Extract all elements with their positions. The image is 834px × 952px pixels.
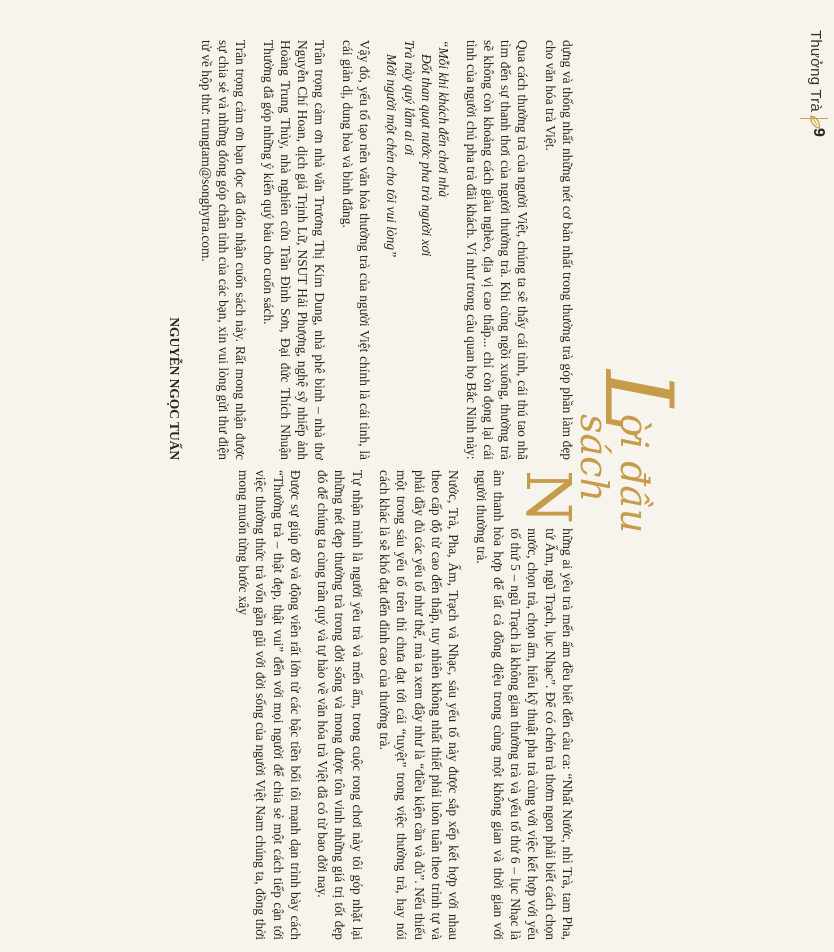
poem-line: Đốt than quạt nước pha trà người xơi: [418, 54, 434, 257]
folk-poem: [383, 40, 452, 460]
running-title-text: Thưởng Trà: [807, 30, 824, 112]
title-initial: L: [583, 370, 692, 433]
paragraph-text: hững ai yêu trà mến ấm đều biết đến câu ca: “Nhất Nước, nhì Trà, tam Pha, tứ Ấm, ngũ Trạch, lục Nhạc”. Để có chén trà thơm ngon phải biết cách chọn nước, chọn trà, chọn ấm, hiểu kỹ thuật pha trà cùng với việc kết hợp với yếu tố thứ 5 – ngũ Trạch là không gian thưởng trà và yếu tố thứ 6 – lục Nhạc là âm thanh hòa hợp để tất cả đồng điệu trong cùng một không gian và thời gian với người thưởng trà.: [473, 470, 575, 940]
paragraph: Trân trọng cảm ơn bạn đọc đã đón nhận cuốn sách này. Rất mong nhận được sự chia sẻ và những đóng góp chân tình của các bạn, xin vui lòng gửi thư điện tử về hộp thư: trungtam@songhytra.com.: [198, 40, 249, 460]
text-column-right-content: [166, 40, 576, 460]
drop-cap: N: [512, 470, 585, 525]
paragraph: Nước, Trà, Pha, Ấm, Trạch và Nhạc, sáu yếu tố này được sắp xếp kết hợp với nhau theo cấp độ từ cao đến thấp, tuy nhiên không nhất thiết phải luôn tuân theo trình tự và phải đầy đủ các yếu tố như thế, mà ta xem đây như là “điều kiện cần và đủ”. Nếu thiếu một trong sáu yếu tố trên thì chưa đạt tới cái “tuyệt” trong việc thưởng trà, hay nói cách khác là sẽ khó đạt đến đỉnh cao của thưởng trà.: [377, 470, 462, 940]
poem-line: “Mỗi khi khách đến chơi nhà: [436, 40, 452, 198]
title-text: ời đầu sách: [572, 414, 656, 534]
paragraph: Vậy đó, yếu tố tạo nên văn hóa thưởng trà của người Việt chính là cái tình, là cái giản dị, dung hòa và bình đẳng.: [339, 40, 373, 460]
paragraph: Qua cách thưởng trà của người Việt, chúng ta sẽ thấy cái tình, cái thú tao nhã tìm đến sự thanh thơi của người thưởng trà. Khi cùng ngồi xuống, thưởng trà sẽ không còn khoảng cách giàu nghèo, địa vị cao thấp... chỉ còn đọng lại cái tình của người chủ pha trà đãi khách. Ví như trong câu quan họ Bắc Ninh này:: [463, 40, 531, 460]
author-signature: NGUYỄN NGỌC TUẤN: [167, 317, 183, 460]
paragraph: dựng và thống nhất những nét cơ bản nhất trong thưởng trà góp phần làm đẹp cho văn hóa trà Việt.: [542, 40, 575, 460]
poem-line: Trà này quý lắm ai ơi: [401, 40, 417, 156]
poem-line: Mời người một chén cho tôi vui lòng”: [384, 54, 400, 258]
paragraph: Tự nhận mình là người yêu trà và mến ấm, trong cuộc rong chơi này tôi góp nhặt lại những nét đẹp thưởng trà trong đời sống và mong được tôn vinh những giá trị tốt đẹp đó để chúng ta cùng trân quý và tự hào về văn hóa trà Việt đã có từ bao đời nay.: [315, 470, 365, 940]
paragraph: Trân trọng cảm ơn nhà văn Trương Thị Kim Dung, nhà phê bình – nhà thơ Nguyễn Chí Hoan, dịch giả Trịnh Lữ, NSUT Hải Phượng, nghệ sỹ nhiếp ảnh Hoàng Trung Thủy, nhà nghiên cứu Trần Đình Sơn, Đại đức Thích Nhuận Thường đã góp những ý kiến quý báu cho cuốn sách.: [260, 40, 328, 460]
page-number: 9: [810, 128, 827, 137]
paragraph: Được sự giúp đỡ và động viên rất lớn từ các bậc tiền bối tôi mạnh dạn trình bày cách “Thưởng trà – thật đẹp, thật vui” đến với mọi người để chia sẻ một cách tiếp cận tới việc thưởng thức trà vốn gần gũi với đời sống của người Việt Nam chúng ta, đồng thời mong muốn từng bước xây: [235, 470, 303, 940]
